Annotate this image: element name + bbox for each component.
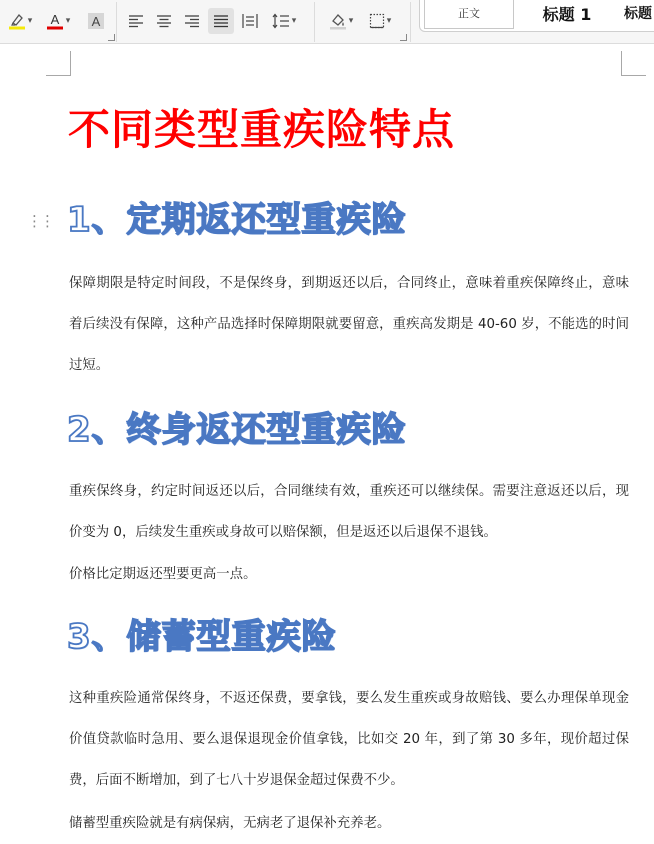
svg-text:A: A — [91, 14, 101, 29]
highlight-button[interactable] — [4, 8, 36, 34]
borders-icon — [369, 13, 385, 29]
distributed-button[interactable] — [238, 8, 262, 34]
ribbon-toolbar — [0, 0, 654, 44]
paragraph[interactable]: 价格比定期返还型要更高一点。 — [69, 567, 257, 582]
justify-button[interactable] — [208, 8, 234, 34]
document-title[interactable]: 不同类型重疾险特点 — [68, 105, 456, 154]
divider — [410, 2, 411, 42]
style-heading-2[interactable]: 标题 — [624, 6, 652, 22]
svg-text:A: A — [50, 12, 60, 27]
line-spacing-icon — [272, 13, 290, 29]
section-heading[interactable]: 2、终身返还型重疾险 — [67, 410, 407, 450]
char-shading-button[interactable] — [84, 8, 108, 34]
paragraph[interactable]: 这种重疾险通常保终身，不返还保费，要拿钱，要么发生重疾或身故赔钱、要么办理保单现金价值贷款临时急用、要么退保退现金价值拿钱，比如交 20 年，到了第 30 多年，现价超过保费，后面不断增加，到了七八十岁退保金超过保费不少。 — [69, 691, 629, 788]
paragraph[interactable]: 储蓄型重疾险就是有病保病，无病老了退保补充养老。 — [69, 816, 391, 831]
style-heading-1[interactable]: 标题 1 — [542, 4, 592, 24]
paragraph[interactable]: 保障期限是特定时间段，不是保终身，到期返还以后，合同终止，意味着重疾保障终止，意味着后续没有保障，这种产品选择时保障期限就要留意，重疾高发期是 40-60 岁，不能选的时间过短。 — [69, 276, 629, 373]
align-right-icon — [184, 14, 200, 28]
distributed-icon — [242, 13, 258, 29]
borders-button[interactable] — [364, 8, 396, 34]
section-heading[interactable]: 1、定期返还型重疾险 — [67, 200, 407, 240]
margin-corner-top-right — [621, 51, 646, 76]
highlight-icon — [8, 12, 26, 30]
divider — [116, 2, 117, 42]
chevron-down-icon: ▾ — [291, 15, 297, 26]
shading-button[interactable] — [324, 8, 358, 34]
chevron-down-icon: ▾ — [348, 15, 354, 26]
align-center-icon — [156, 14, 172, 28]
paragraph[interactable]: 重疾保终身，约定时间返还以后，合同继续有效，重疾还可以继续保。需要注意返还以后，现价变为 0，后续发生重疾或身故可以赔保额，但是返还以后退保不退钱。 — [69, 484, 629, 540]
align-left-button[interactable] — [124, 8, 148, 34]
chevron-down-icon: ▾ — [27, 15, 33, 26]
shading-icon — [329, 12, 347, 30]
justify-icon — [213, 14, 229, 28]
line-spacing-button[interactable] — [268, 8, 300, 34]
section-heading[interactable]: 3、储蓄型重疾险 — [67, 617, 337, 657]
font-color-icon — [46, 12, 64, 30]
char-shading-icon — [87, 12, 105, 30]
chevron-down-icon: ▾ — [65, 15, 71, 26]
font-color-button[interactable] — [42, 8, 74, 34]
font-dialog-launcher[interactable] — [108, 34, 115, 41]
margin-corner-top-left — [46, 51, 71, 76]
style-normal[interactable]: 正文 — [424, 0, 514, 29]
align-center-button[interactable] — [152, 8, 176, 34]
document-page[interactable] — [0, 44, 654, 836]
paragraph-dialog-launcher[interactable] — [400, 34, 407, 41]
drag-handle-icon[interactable]: ⋮⋮ — [27, 212, 53, 230]
align-left-icon — [128, 14, 144, 28]
divider — [314, 2, 315, 42]
chevron-down-icon: ▾ — [386, 15, 392, 26]
align-right-button[interactable] — [180, 8, 204, 34]
styles-gallery — [419, 0, 654, 32]
